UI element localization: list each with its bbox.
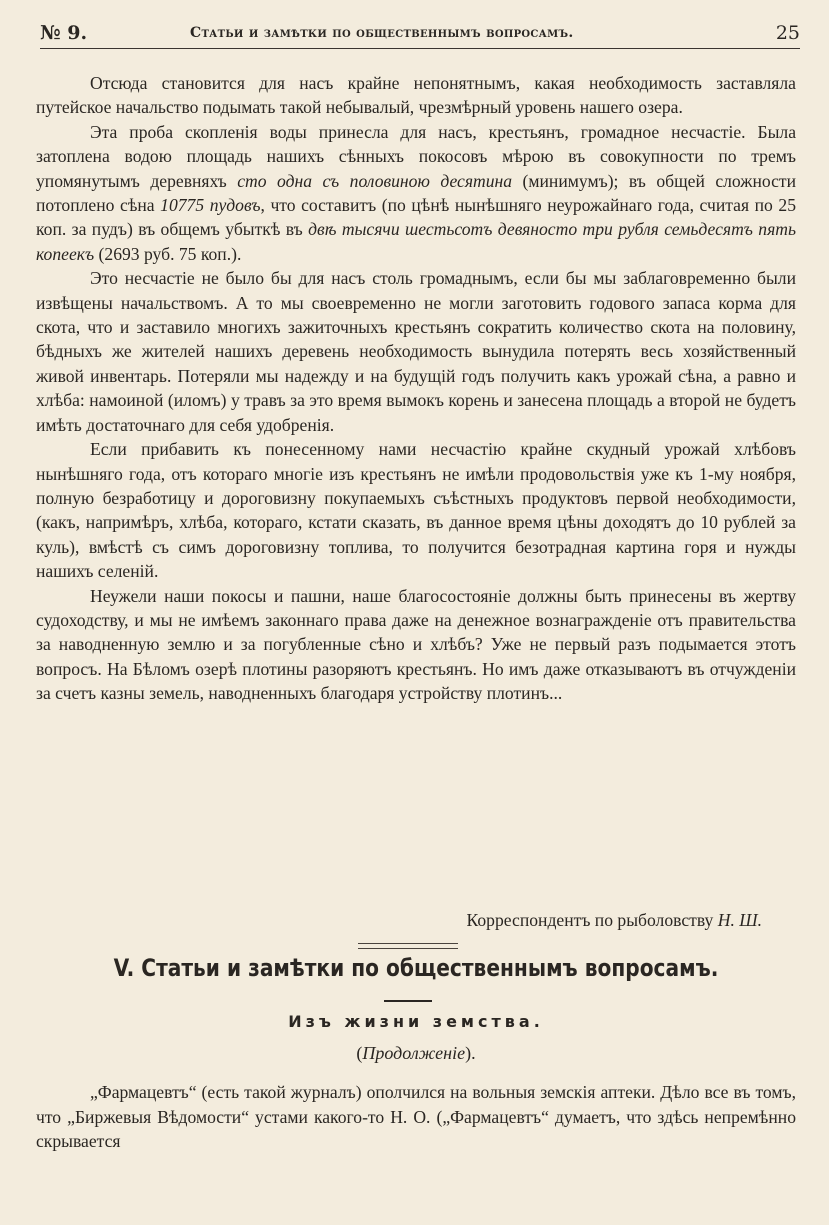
- paragraph-2: [36, 120, 796, 266]
- section-paragraph-1: „Фармацевтъ“ (есть такой журналъ) ополчился на вольныя земскія аптеки. Дѣло все въ томъ, что „Биржевыя Вѣдомости“ устами какого-то Н. О. („Фармацевтъ“ думаетъ, что здѣсь непремѣнно скрывается: [36, 1082, 796, 1152]
- section-divider: [358, 943, 458, 949]
- paren-open: (: [356, 1043, 363, 1063]
- section-heading: V. Статьи и замѣтки по общественнымъ вопросамъ.: [113, 954, 719, 982]
- signature-initials: Н. Ш.: [717, 910, 762, 930]
- text-run: (минимумъ); въ общей сложности потоплено сѣна: [36, 170, 797, 216]
- paragraph-5: Неужели наши покосы и пашни, наше благосостояніе должны быть принесены въ жертву судоходству, и мы не имѣемъ законнаго права даже на денежное вознагражденіе отъ правительства за наводненную землю и за погубленные сѣно и хлѣбъ? Уже не первый разъ подымается этотъ вопросъ. На Бѣломъ озерѣ плотины разоряютъ крестьянъ. Но имъ даже отказываютъ въ отчужденіи за счетъ казны земель, наводненныхъ благодаря устройству плотинъ...: [36, 585, 796, 704]
- paragraph-1: Отсюда становится для насъ крайне непонятнымъ, какая необходимость заставляла путейское начальство подымать такой небывалый, чрезмѣрный уровень нашего озера.: [36, 73, 796, 118]
- italic-run: двѣ тысячи шестьсотъ девяносто три рубля семьдесятъ пять копеекъ: [36, 219, 796, 264]
- article-body: [36, 71, 796, 706]
- text-run: (2693 руб. 75 коп.).: [94, 243, 242, 264]
- paren-close: ).: [465, 1043, 476, 1063]
- italic-run: сто одна съ половиною десятина: [237, 170, 513, 191]
- page-number: 25: [775, 22, 800, 44]
- continued-note: [36, 1043, 796, 1064]
- signature: [36, 910, 762, 931]
- continued-word: Продолженіе: [362, 1043, 466, 1063]
- signature-text: Корреспондентъ по рыболовству: [466, 910, 718, 930]
- text-run: Эта проба скопленія воды принесла для насъ, крестьянъ, громадное несчастіе. Была затоплена водою площадь нашихъ сѣнныхъ покосовъ мѣрою въ совокупности по тремъ упомянутымъ деревняхъ: [36, 121, 796, 191]
- section-body: [36, 1080, 796, 1154]
- section-subheading: Изъ жизни земства.: [288, 1012, 544, 1031]
- heading-rule: [384, 1000, 432, 1002]
- paragraph-3: Это несчастіе не было бы для насъ столь громаднымъ, если бы мы заблаговременно были извѣщены начальствомъ. А то мы своевременно не могли заготовить годового запаса корма для скота, что и заставило многихъ зажиточныхъ крестьянъ сократить количество скота на половину, бѣдныхъ же жителей нашихъ деревень необходимость вынудила потерять весь хозяйственный живой инвентарь. Потеряли мы надежду и на будущій годъ получить какъ урожай сѣна, а равно и хлѣба: намоиной (иломъ) у травъ за это время вымокъ корень и занесена площадь а второй не будетъ имѣть достаточнаго для себя удобренія.: [36, 268, 796, 435]
- paragraph-4: Если прибавить къ понесенному нами несчастію крайне скудный урожай хлѣбовъ нынѣшняго года, отъ котораго многіе изъ крестьянъ не имѣли продовольствія уже къ 1-му ноября, полную безработицу и дороговизну покупаемыхъ съѣстныхъ продуктовъ первой необходимости, (какъ, напримѣръ, хлѣба, котораго, кстати сказать, въ данное время цѣны доходятъ до 10 рублей за куль), вмѣстѣ съ симъ дороговизну топлива, то получится безотрадная картина горя и нужды нашихъ селеній.: [36, 439, 796, 582]
- running-title: Статьи и замѣтки по общественнымъ вопросамъ.: [190, 25, 574, 41]
- issue-number: № 9.: [40, 22, 88, 44]
- text-run: , что составитъ (по цѣнѣ нынѣшняго неурожайнаго года, считая по 25 коп. за пудъ) въ общемъ убыткѣ въ: [36, 195, 796, 240]
- italic-run: 10775 пудовъ: [160, 195, 261, 216]
- running-head: [40, 18, 800, 49]
